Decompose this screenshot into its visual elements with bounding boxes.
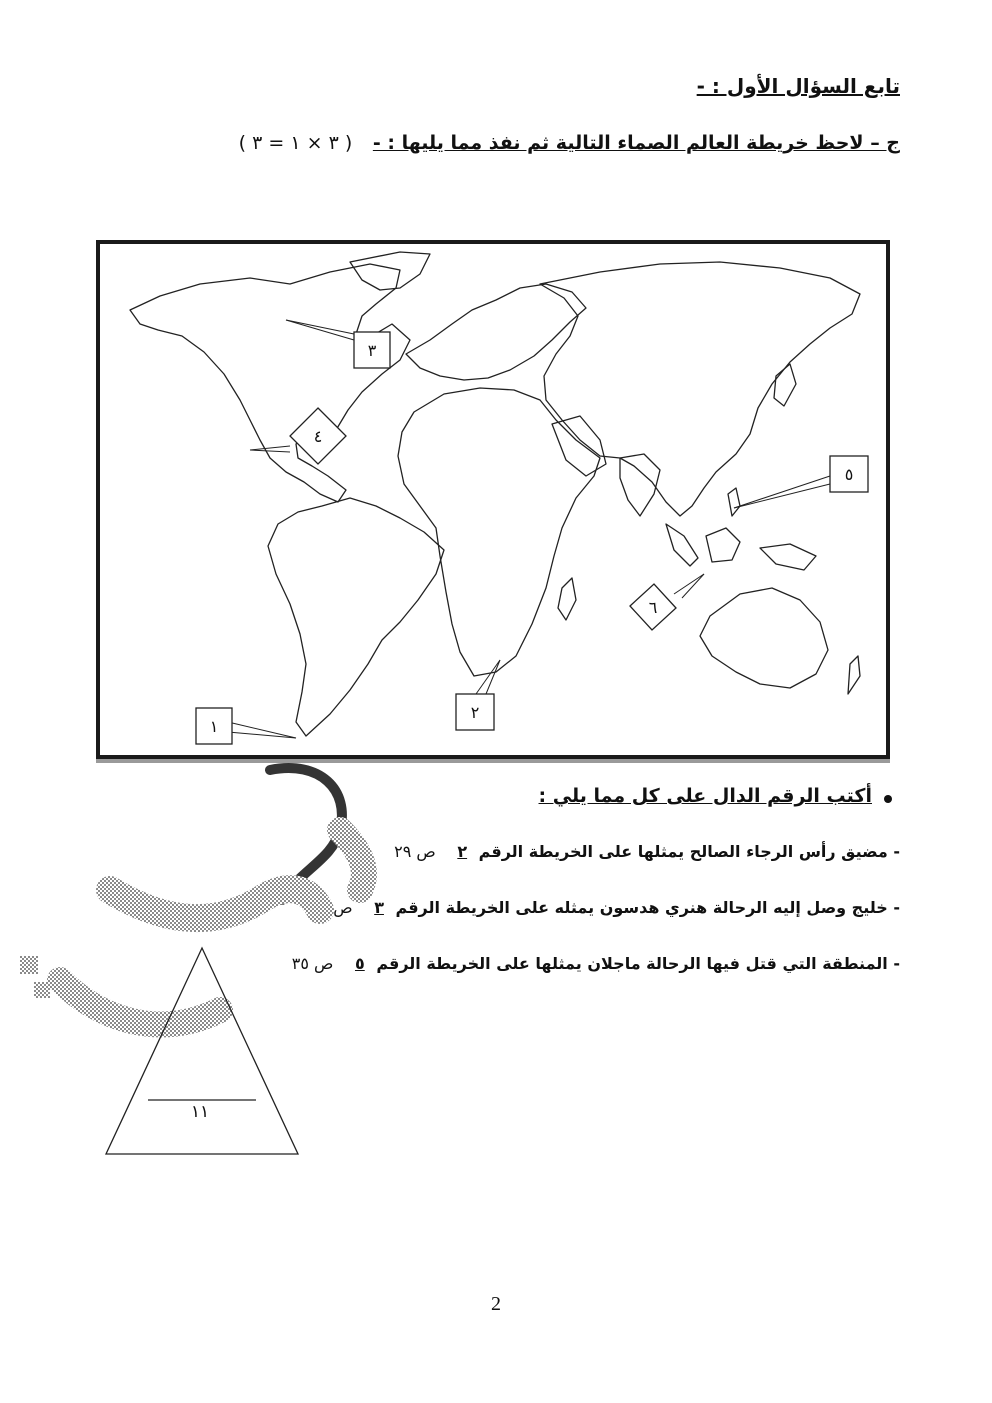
greenland-outline	[350, 252, 430, 290]
item-text: - خليج وصل إليه الرحالة هنري هدسون يمثله على الخريطة الرقم	[395, 898, 900, 917]
item-page-ref: ص ٢٩	[394, 842, 436, 861]
europe-outline	[406, 284, 586, 380]
africa-outline	[398, 388, 600, 676]
instruction-text: أكتب الرقم الدال على كل مما يلي :	[538, 785, 872, 807]
marks-allocation: ( ٣ × ١ = ٣ )	[238, 132, 353, 154]
south-america-outline	[268, 498, 444, 736]
answer-item	[394, 842, 900, 861]
new-zealand-outline	[848, 656, 860, 694]
answer-item	[292, 954, 900, 973]
world-map	[96, 240, 890, 759]
question-prompt	[239, 132, 900, 154]
callout-3	[286, 320, 390, 368]
callout-5-label: ٥	[844, 465, 854, 484]
item-page-ref: ص ٣٨	[310, 898, 353, 917]
callout-1	[196, 708, 296, 744]
borneo-outline	[706, 528, 740, 562]
callout-6-label: ٦	[648, 598, 658, 617]
item-text: - مضيق رأس الرجاء الصالح يمثلها على الخريطة الرقم	[478, 842, 900, 861]
callout-4-label: ٤	[313, 427, 323, 446]
callout-2-label: ٢	[470, 703, 480, 722]
bullet-icon	[884, 795, 892, 803]
item-answer: ٣	[374, 898, 384, 917]
callout-1-label: ١	[209, 717, 219, 736]
item-page-ref: ص ٣٥	[291, 954, 334, 973]
item-text: - المنطقة التي قتل فيها الرحالة ماجلان يمثلها على الخريطة الرقم	[376, 954, 900, 973]
callout-2	[456, 660, 500, 730]
callout-5	[734, 456, 868, 508]
page-number: 2	[491, 1293, 501, 1315]
section-heading: تابع السؤال الأول : -	[696, 74, 900, 98]
answer-item	[311, 898, 900, 917]
item-answer: ٢	[457, 842, 468, 861]
callout-3-label: ٣	[367, 341, 377, 360]
score-triangle	[104, 946, 300, 1158]
madagascar-outline	[558, 578, 576, 620]
world-map-outline	[100, 244, 886, 755]
asia-outline	[540, 262, 860, 516]
question-text: ج – لاحظ خريطة العالم الصماء التالية ثم نفذ مما يليها : -	[372, 132, 900, 154]
japan-outline	[774, 364, 796, 406]
new-guinea-outline	[760, 544, 816, 570]
philippines-outline	[728, 488, 740, 516]
item-answer: ٥	[354, 954, 365, 973]
north-america-outline	[130, 264, 410, 502]
australia-outline	[700, 588, 828, 688]
score-value: ١١	[190, 1102, 210, 1122]
callout-6	[630, 574, 704, 630]
sumatra-outline	[666, 524, 698, 566]
